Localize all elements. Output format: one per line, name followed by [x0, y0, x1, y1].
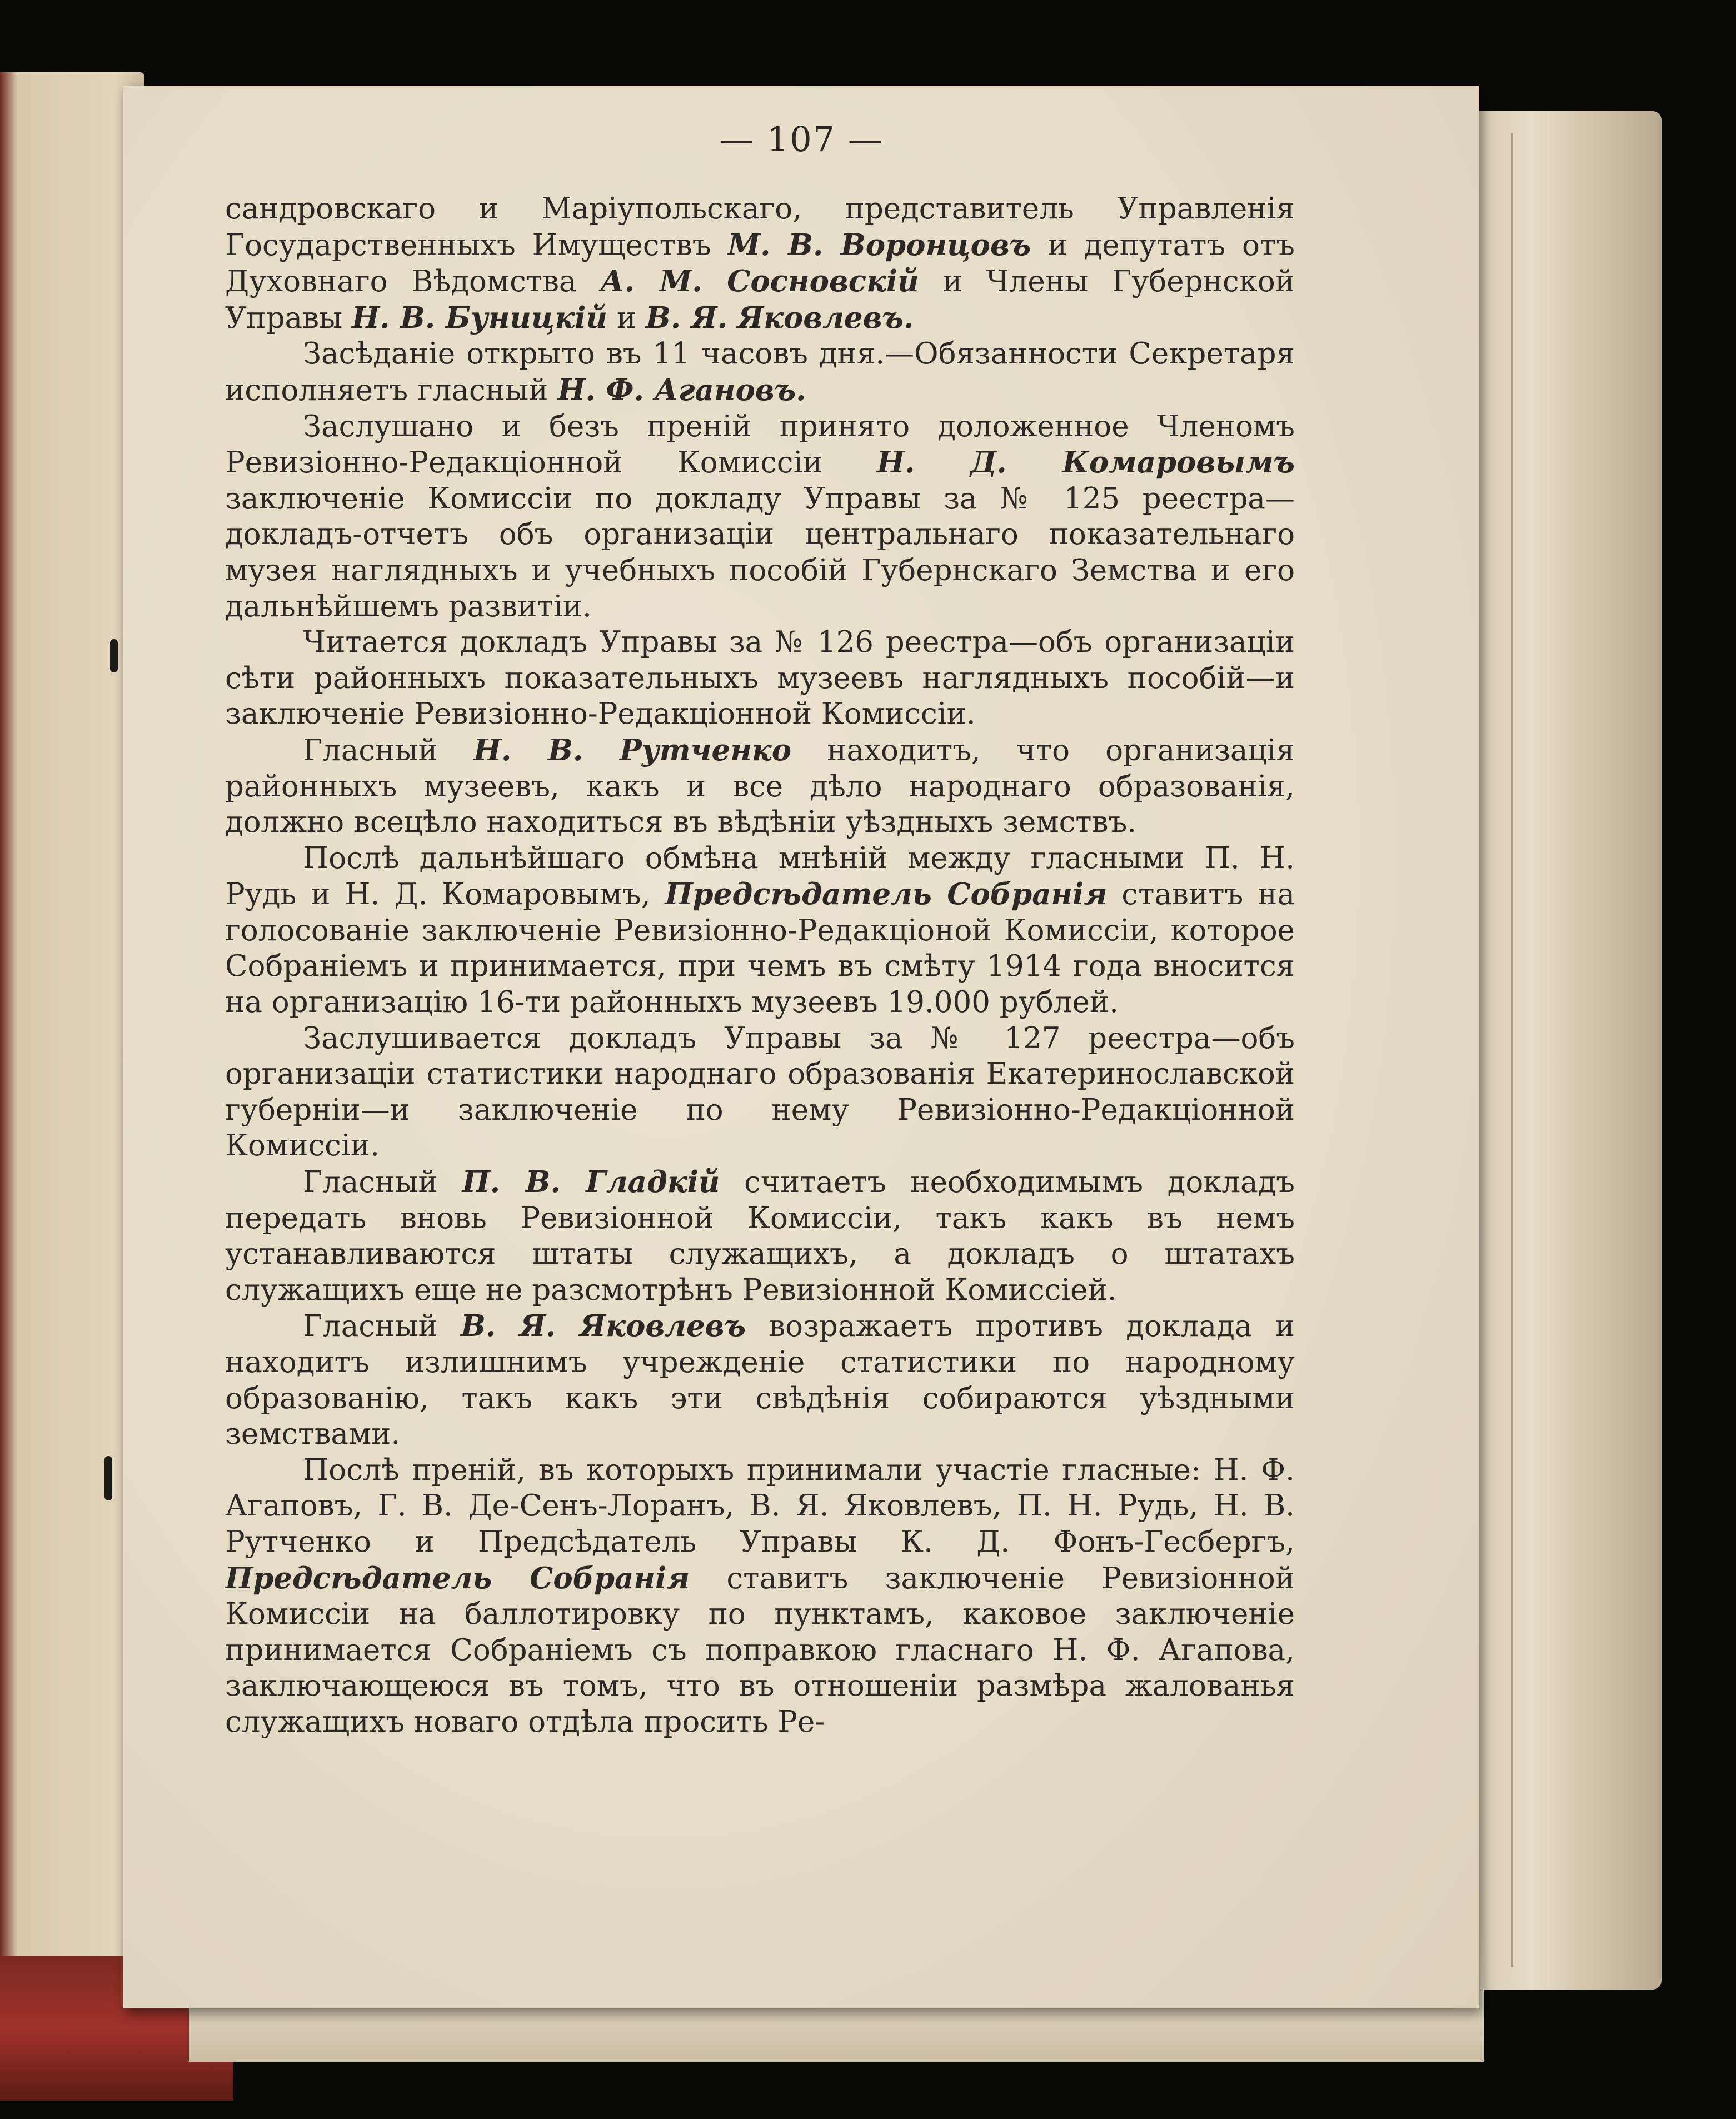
- paragraph: [225, 336, 1295, 408]
- person-name: А. М. Сосновскій: [600, 264, 919, 299]
- page-stack-edge: [1478, 111, 1662, 1990]
- person-name: М. В. Воронцовъ: [727, 227, 1031, 262]
- paragraph: [225, 841, 1295, 1021]
- text-run: и депутатъ отъ Духовнаго Вѣдомства: [225, 228, 1295, 299]
- text-run: Заслушано и безъ преній принято доложенное Членомъ Ревизіонно-Редакціонной Комиссіи: [225, 409, 1295, 480]
- text-run: ставитъ заключеніе Ревизіонной Комиссіи на баллотировку по пунктамъ, каковое заключеніе принимается Собраніемъ съ поправкою гласнаго Н. Ф. Агапова, заключающеюся въ томъ, что въ отношеніи размѣра жалованья служащихъ новаго отдѣла просить Ре-: [225, 1561, 1295, 1739]
- text-run: Гласный: [303, 733, 473, 767]
- person-name: Н. В. Буницкій: [352, 300, 607, 335]
- person-name: П. В. Гладкій: [462, 1165, 720, 1200]
- paragraph: [225, 1164, 1295, 1308]
- binding-mark: [110, 639, 118, 672]
- person-name: Н. Ф. Агановъ.: [557, 372, 806, 407]
- paragraph: [225, 1453, 1295, 1741]
- text-run: заключеніе Комиссіи по докладу Управы за № 125 реестра—докладъ-отчетъ объ организаціи центральнаго показательнаго музея наглядныхъ и учебныхъ пособій Губернскаго Земства и его дальнѣйшемъ развитіи.: [225, 481, 1295, 624]
- text-run: Послѣ преній, въ которыхъ принимали участіе гласные: Н. Ф. Агаповъ, Г. В. Де-Сенъ-Лоранъ, В. Я. Яковлевъ, П. Н. Рудь, Н. В. Рутченко и Предсѣдатель Управы К. Д. Фонъ-Гесбергъ,: [225, 1453, 1295, 1559]
- paragraph: [225, 1021, 1295, 1164]
- paragraph: [225, 732, 1295, 841]
- text-run: Засѣданіе открыто въ 11 часовъ дня.—Обязанности Секретаря исполняетъ гласный: [225, 337, 1295, 407]
- text-run: ставитъ на голосованіе заключеніе Ревизіонно-Редакціоной Комиссіи, которое Собраніемъ и принимается, при чемъ въ смѣту 1914 года вносится на организацію 16-ти районныхъ музеевъ 19.000 рублей.: [225, 877, 1295, 1020]
- text-run: Послѣ дальнѣйшаго обмѣна мнѣній между гласными П. Н. Рудь и Н. Д. Комаровымъ,: [225, 841, 1295, 912]
- text-run: и Члены Губернской Управы: [225, 265, 1295, 335]
- paragraph: [225, 1308, 1295, 1452]
- paragraph: [225, 409, 1295, 625]
- chairman-title: Предсѣдатель Собранія: [225, 1560, 690, 1596]
- paragraph: [225, 191, 1295, 336]
- person-name: Н. В. Рутченко: [473, 732, 792, 767]
- text-run: и: [607, 301, 646, 335]
- person-name: В. Я. Яковлевъ.: [646, 300, 914, 335]
- binding-mark: [104, 1456, 112, 1500]
- page-number: — 107 —: [719, 119, 884, 159]
- chairman-title: Предсѣдатель Собранія: [665, 877, 1108, 912]
- left-page-edge: [0, 72, 144, 2095]
- paragraph: [225, 625, 1295, 732]
- text-run: Читается докладъ Управы за № 126 реестра—объ организаціи сѣти районныхъ показательныхъ музеевъ наглядныхъ пособій—и заключеніе Ревизіонно-Редакціонной Комиссіи.: [225, 625, 1295, 731]
- text-run: Гласный: [303, 1165, 462, 1200]
- person-name: В. Я. Яковлевъ: [461, 1309, 746, 1344]
- text-run: находитъ, что организація районныхъ музеевъ, какъ и все дѣло народнаго образованія, должно всецѣло находиться въ вѣдѣніи уѣздныхъ земствъ.: [225, 733, 1295, 840]
- text-run: считаетъ необходимымъ докладъ передать вновь Ревизіонной Комиссіи, такъ какъ въ немъ устанавливаются штаты служащихъ, а докладъ о штатахъ служащихъ еще не разсмотрѣнъ Ревизіонной Комиссіей.: [225, 1165, 1295, 1307]
- text-run: возражаетъ противъ доклада и находитъ излишнимъ учрежденіе статистики по народному образованію, такъ какъ эти свѣдѣнія собираются уѣздными земствами.: [225, 1309, 1295, 1452]
- text-run: сандровскаго и Маріупольскаго, представитель Управленія Государственныхъ Имуществъ: [225, 192, 1295, 262]
- text-run: Заслушивается докладъ Управы за № 127 реестра—объ организаціи статистики народнаго образованія Екатеринославской губерніи—и заключеніе по нему Ревизіонно-Редакціонной Комиссіи.: [225, 1021, 1295, 1163]
- person-name: Н. Д. Комаровымъ: [877, 445, 1295, 480]
- text-run: Гласный: [303, 1309, 461, 1344]
- document-page: [123, 86, 1479, 2008]
- body-text: [225, 191, 1295, 1741]
